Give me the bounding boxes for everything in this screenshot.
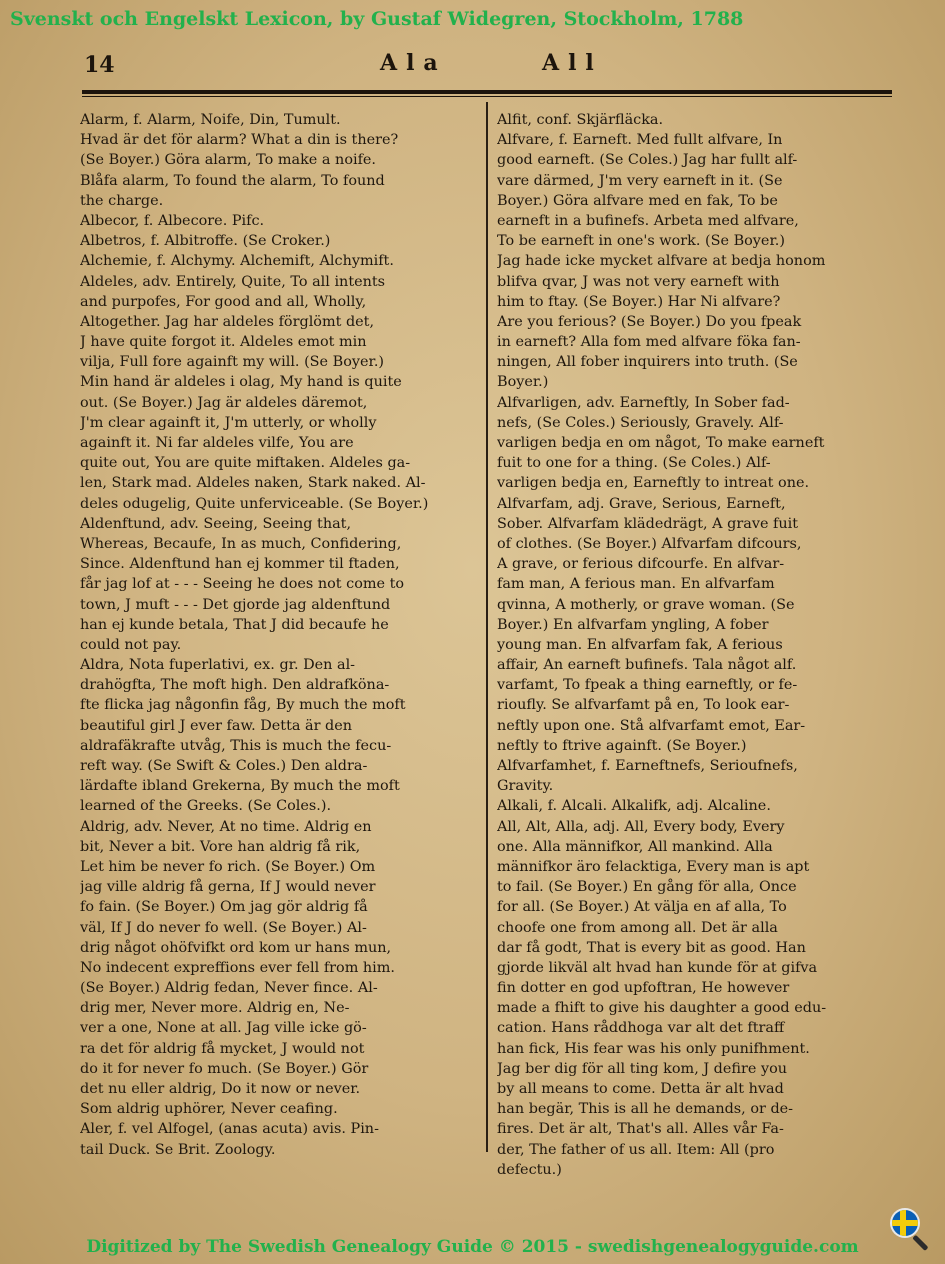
left-column-line: (Se Boyer.) Aldrig fedan, Never fince. Al- (80, 980, 378, 997)
left-column-line: det nu eller aldrig, Do it now or never. (80, 1081, 361, 1097)
right-column-line: rioufly. Se alfvarfamt på en, To look ear- (497, 697, 790, 714)
left-column-line: deles odugelig, Quite unferviceable. (Se Boyer.) (80, 495, 429, 512)
right-column-line: nefs, (Se Coles.) Seriously, Gravely. Alf- (497, 414, 784, 431)
running-head-left: Ala (380, 50, 447, 76)
left-column-line: Whereas, Becaufe, In as much, Confidering, (80, 535, 402, 552)
left-column-line: drig något ohöfvifkt ord kom ur hans mun, (80, 939, 392, 956)
page-number: 14 (84, 52, 115, 78)
left-column-line: reft way. (Se Swift & Coles.) Den aldra- (80, 758, 368, 774)
left-column-line: Aldra, Nota fuperlativi, ex. gr. Den al- (80, 657, 356, 674)
right-column-line: Sober. Alfvarfam klädedrägt, A grave fuit (497, 515, 799, 532)
left-column-line: ver a one, None at all. Jag ville icke gö- (80, 1020, 367, 1037)
left-column-line: Aler, f. vel Alfogel, (anas acuta) avis. Pin- (80, 1121, 379, 1138)
right-column-line: one. Alla männifkor, All mankind. Alla (497, 838, 773, 855)
right-column-line: fuit to one for a thing. (Se Coles.) Alf- (497, 455, 771, 472)
left-column-line: Alchemie, f. Alchymy. Alchemift, Alchymift. (80, 253, 394, 270)
right-column-line: Are you ferious? (Se Boyer.) Do you fpeak (497, 313, 802, 330)
right-column-line: ningen, All fober inquirers into truth. (Se (497, 354, 798, 371)
left-column-line: beautiful girl J ever faw. Detta är den (80, 717, 353, 734)
left-column-line: Altogether. Jag har aldeles förglömt det, (80, 313, 375, 330)
right-column-line: vare därmed, J'm very earneft in it. (Se (497, 172, 783, 189)
right-column-line: good earneft. (Se Coles.) Jag har fullt alf- (497, 152, 798, 169)
right-column-line: neftly to ftrive againft. (Se Boyer.) (497, 737, 747, 754)
right-column-line: fires. Det är alt, That's all. Alles vår Fa- (497, 1121, 784, 1138)
left-column-line: J'm clear againft it, J'm utterly, or wholly (80, 414, 377, 431)
left-column-line: han ej kunde betala, That J did becaufe he (80, 616, 389, 633)
left-column-line: town, J muft - - - Det gjorde jag aldenftund (80, 596, 391, 613)
left-column-line: Alarm, f. Alarm, Noife, Din, Tumult. (80, 112, 341, 128)
right-column-line: in earneft? Alla fom med alfvare föka fan- (497, 334, 801, 351)
left-column-line: Since. Aldenftund han ej kommer til ftaden, (80, 556, 400, 573)
left-column-line: tail Duck. Se Brit. Zoology. (80, 1141, 276, 1158)
right-column-line: to fail. (Se Boyer.) En gång för alla, Once (497, 879, 797, 896)
running-head-right: All (542, 50, 603, 76)
column-divider (486, 102, 488, 1152)
left-column-line: learned of the Greeks. (Se Coles.). (80, 798, 332, 815)
left-column-line: Let him be never fo rich. (Se Boyer.) Om (80, 858, 376, 875)
right-column-line: dar få godt, That is every bit as good. Han (497, 939, 806, 956)
right-column-line: fam man, A ferious man. En alfvarfam (497, 576, 775, 593)
right-column-line: Alfvarfam, adj. Grave, Serious, Earneft, (497, 495, 786, 512)
left-column-line: väl, If J do never fo well. (Se Boyer.) Al- (80, 919, 367, 936)
left-column-line: vilja, Full fore againft my will. (Se Boyer.) (80, 354, 385, 371)
left-column-line: quite out, You are quite miftaken. Aldeles ga- (80, 455, 411, 472)
right-column-line: Gravity. (497, 778, 554, 795)
right-column-line: him to ftay. (Se Boyer.) Har Ni alfvare? (497, 293, 781, 310)
left-column-line: and purpofes, For good and all, Wholly, (80, 293, 367, 310)
right-column-line: cation. Hans råddhoga var alt det ftraff (497, 1020, 785, 1037)
header-rule-thin (82, 96, 892, 97)
left-column-line: Albecor, f. Albecore. Pifc. (80, 212, 265, 229)
left-column-line: Blåfa alarm, To found the alarm, To found (80, 172, 385, 189)
header-rule-thick (82, 90, 892, 94)
left-column-line: againft it. Ni far aldeles vilfe, You are (80, 435, 354, 451)
right-column-line: for all. (Se Boyer.) At välja en af alla, To (497, 899, 787, 916)
left-column-line: (Se Boyer.) Göra alarm, To make a noife. (80, 152, 376, 169)
bottom-banner: Digitized by The Swedish Genealogy Guide © 2015 - swedishgenealogyguide.com (86, 1237, 859, 1257)
left-column-line: ra det för aldrig få mycket, J would not (80, 1040, 365, 1057)
right-column-line: made a fhift to give his daughter a good edu- (497, 1000, 827, 1017)
left-column-line: J have quite forgot it. Aldeles emot min (80, 334, 367, 351)
left-column-line: drig mer, Never more. Aldrig en, Ne- (80, 1000, 350, 1017)
right-column-line: Alfit, conf. Skjärfläcka. (497, 112, 664, 128)
right-column-line: han fick, His fear was his only punifhment. (497, 1040, 810, 1057)
left-column-line: Aldeles, adv. Entirely, Quite, To all intents (80, 273, 386, 290)
right-column-line: neftly upon one. Stå alfvarfamt emot, Ear- (497, 717, 806, 734)
left-column-line: Albetros, f. Albitroffe. (Se Croker.) (80, 233, 331, 250)
right-column-line: Jag ber dig för all ting kom, J defire you (497, 1060, 788, 1077)
right-column-line: blifva qvar, J was not very earneft with (497, 273, 780, 290)
left-column-line: jag ville aldrig få gerna, If J would never (80, 879, 376, 896)
right-column-line: Boyer.) En alfvarfam yngling, A fober (497, 616, 769, 633)
left-column-line: bit, Never a bit. Vore han aldrig få rik, (80, 838, 361, 855)
right-column-line: of clothes. (Se Boyer.) Alfvarfam difcours, (497, 535, 802, 552)
right-column-line: Alfvarfamhet, f. Earneftnefs, Serioufnefs, (497, 758, 798, 774)
right-column-line: Boyer.) Göra alfvare med en fak, To be (497, 192, 778, 209)
left-column-line: Som aldrig uphörer, Never ceafing. (80, 1101, 338, 1118)
right-column-line: fin dotter en god upfoftran, He however (497, 980, 790, 997)
right-column-line: der, The father of us all. Item: All (pro (497, 1141, 775, 1158)
right-column-line: qvinna, A motherly, or grave woman. (Se (497, 596, 795, 613)
left-column-line: Aldrig, adv. Never, At no time. Aldrig en (80, 818, 372, 835)
right-column-line: All, Alt, Alla, adj. All, Every body, Every (497, 818, 785, 835)
left-column-line: the charge. (80, 192, 164, 209)
left-column-line: drahögfta, The moft high. Den aldrafköna- (80, 677, 390, 694)
right-column-line: Alfvare, f. Earneft. Med fullt alfvare, In (497, 132, 783, 149)
right-column-line: gjorde likväl alt hvad han kunde för at gifva (497, 959, 818, 976)
right-column-line: Boyer.) (497, 374, 549, 391)
right-column-line: A grave, or ferious difcourfe. En alfvar- (497, 556, 785, 573)
right-column-line: by all means to come. Detta är alt hvad (497, 1081, 784, 1097)
left-column-line: fte flicka jag någonfin fåg, By much the moft (80, 697, 406, 714)
left-column-line: aldrafäkrafte utvåg, This is much the fecu- (80, 737, 392, 754)
left-column-line: får jag lof at - - - Seeing he does not come to (80, 576, 405, 593)
swedish-flag-magnifier-icon[interactable] (892, 1210, 918, 1236)
right-column-line: Jag hade icke mycket alfvare at bedja honom (497, 253, 826, 270)
right-column-line: To be earneft in one's work. (Se Boyer.) (497, 233, 785, 250)
right-column-line: affair, An earneft bufinefs. Tala något alf. (497, 657, 797, 674)
left-column-line: could not pay. (80, 636, 182, 653)
right-column-line: männifkor äro felacktiga, Every man is apt (497, 858, 810, 875)
left-column-line: len, Stark mad. Aldeles naken, Stark naked. Al- (80, 475, 426, 492)
right-column-line: han begär, This is all he demands, or de- (497, 1101, 794, 1118)
left-column-line: No indecent expreffions ever fell from him. (80, 959, 396, 976)
right-column-line: young man. En alfvarfam fak, A ferious (497, 636, 783, 653)
top-banner: Svenskt och Engelskt Lexicon, by Gustaf Widegren, Stockholm, 1788 (10, 8, 744, 30)
right-column-line: varligen bedja en om något, To make earneft (497, 435, 825, 451)
right-column-line: varligen bedja en, Earneftly to intreat one. (497, 475, 810, 492)
right-column-line: earneft in a bufinefs. Arbeta med alfvare, (497, 212, 799, 229)
left-column-line: Hvad är det för alarm? What a din is there? (80, 132, 399, 149)
left-column-line: Min hand är aldeles i olag, My hand is quite (80, 374, 402, 391)
left-column-line: fo fain. (Se Boyer.) Om jag gör aldrig få (80, 899, 368, 916)
right-column-line: Alfvarligen, adv. Earneftly, In Sober fad- (497, 394, 790, 411)
right-column-line: choofe one from among all. Det är alla (497, 919, 778, 936)
left-column-line: out. (Se Boyer.) Jag är aldeles däremot, (80, 394, 368, 411)
right-column-line: Alkali, f. Alcali. Alkalifk, adj. Alcaline. (497, 798, 771, 815)
left-column-line: do it for never fo much. (Se Boyer.) Gör (80, 1060, 369, 1077)
left-column-line: lärdafte ibland Grekerna, By much the moft (80, 778, 400, 795)
left-column-line: Aldenftund, adv. Seeing, Seeing that, (80, 515, 352, 532)
right-column (497, 110, 897, 1180)
right-column-line: defectu.) (497, 1161, 562, 1178)
left-column (80, 110, 482, 1160)
right-column-line: varfamt, To fpeak a thing earneftly, or fe- (497, 677, 798, 694)
